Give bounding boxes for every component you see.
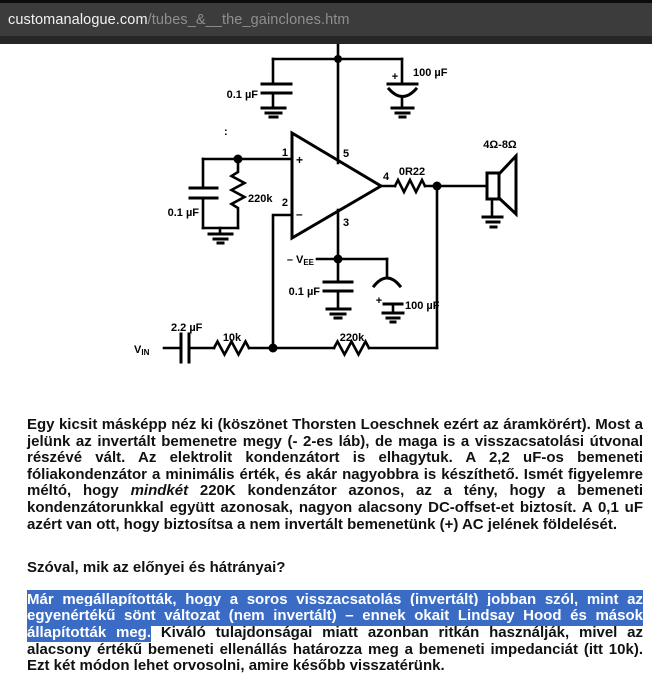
pin2-label: 2 (281, 197, 288, 209)
inverting-input-wire (273, 215, 292, 348)
toolbar-shadow (0, 36, 652, 44)
ground-symbol (392, 108, 413, 117)
paragraph-pros-cons (27, 592, 643, 675)
resistor-0r22 (395, 180, 425, 192)
paragraph-circuit-description (27, 417, 643, 533)
ground-symbol (262, 108, 285, 117)
capacitor-label: 0.1 µF (288, 286, 320, 298)
pin4-label: 4 (383, 171, 390, 183)
capacitor-label: 0.1 µF (226, 89, 258, 101)
url-path: /tubes_&__the_gainclones.htm (147, 11, 350, 28)
gainclone-circuit-schematic (0, 44, 652, 410)
highlighted-selection: Már megállapították, hogy a soros visszacsatolás (invertált) jobban szól, mint az egyenértékű sönt változat (nem invertált) – ennek okait Lindsay Hood és mások állapították meg. (27, 590, 643, 641)
ground-symbol (383, 313, 403, 322)
plus-sign: + (391, 71, 399, 83)
pin3-label: 3 (343, 217, 350, 229)
output-network (381, 139, 517, 227)
opamp-plus-input: + (296, 153, 304, 167)
capacitor-decoupling-top (227, 59, 291, 117)
pin1-label: 1 (281, 147, 288, 159)
url-domain: customanalogue.com (8, 11, 148, 28)
speaker-impedance-label: 4Ω-8Ω (483, 139, 517, 151)
plus-sign: + (375, 295, 383, 307)
ground-symbol (209, 234, 232, 243)
p3-text-rest: Kiváló tulajdonságai miatt azonban ritkán használják, mivel az alacsony értékű bemeneti ellenállás határozza meg a bemeneti impedanciát (itt 10k). Ezt két módon lehet orvosolni, amire később visszatérünk. (27, 623, 644, 675)
ground-symbol (327, 309, 350, 318)
resistor-label: 10k (222, 332, 242, 344)
opamp-triangle (282, 133, 390, 238)
vee-label: – VEE (286, 254, 314, 267)
colon-mark: : (224, 126, 228, 138)
resistor-label: 220k (248, 193, 273, 205)
capacitor-label: 100 µF (413, 67, 448, 79)
p1-italic-word: mindkét (130, 482, 189, 500)
article-text (27, 417, 643, 675)
resistor-220k-parallel (232, 159, 245, 228)
capacitor-label: 100 µF (405, 300, 440, 312)
p1-text-end: 220K kondenzátor azonos, az a tény, hogy a bemeneti kondenzátorunkkal együtt azonosak, nagyon alacsony DC-offset-et biztosít. A 0,1 uF azért van ott, hogy biztosítsa a nem invertált bemenetünk (+) AC jelének földelését. (27, 482, 644, 533)
resistor-label: 0R22 (398, 166, 426, 178)
speaker-icon (483, 139, 517, 214)
capacitor-input-2u2 (171, 322, 203, 362)
capacitor-electrolytic-top (388, 59, 448, 117)
ground-symbol (483, 217, 502, 227)
capacitor-label: 2.2 µF (171, 322, 203, 334)
address-bar[interactable] (0, 3, 652, 36)
paragraph-question: Szóval, mik az előnyei és hátrányai? (27, 559, 286, 577)
p1-text-start: Egy kicsit másképp néz ki (köszönet Thorsten Loeschnek ezért az áramkörért). Most a jelünk az invertált bemenetre megy (- 2-es láb), de maga is a visszacsatolási útvonal részévé vált. Az elektrolit kondenzátort is elhagytuk. A 2,2 uF-os bemeneti fóliakondenzátor a minimális érték, és akár nagyobbra is készíthető. Ismét figyelemre méltó, hogy (27, 416, 643, 500)
pin5-label: 5 (343, 148, 350, 160)
opamp-minus-input: – (296, 207, 303, 221)
vin-label: VIN (134, 344, 150, 357)
capacitor-label: 0.1 µF (167, 207, 199, 219)
resistor-label: 220k (339, 332, 365, 344)
